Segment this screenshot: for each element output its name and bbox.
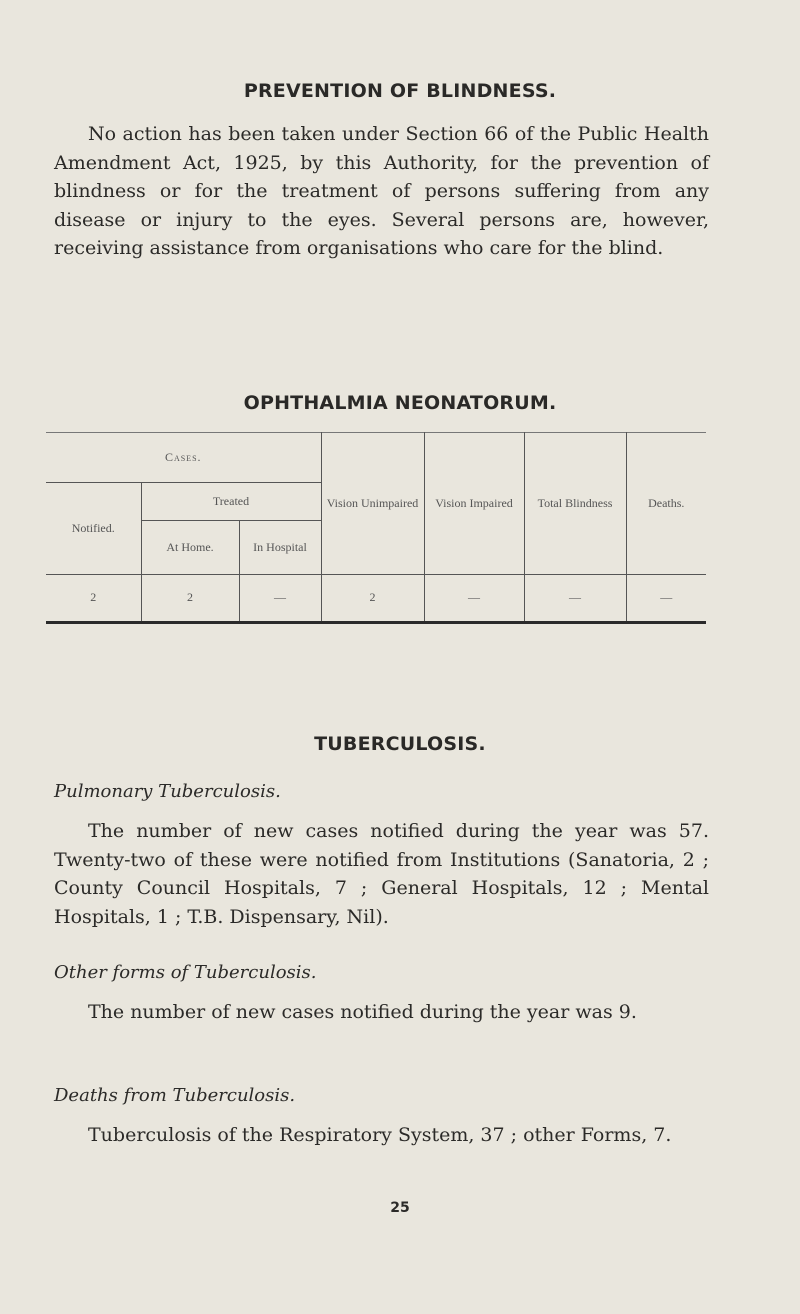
tuberculosis-title: TUBERCULOSIS. <box>314 733 486 755</box>
header-treated: Treated <box>141 483 321 521</box>
cell-notified: 2 <box>46 575 141 621</box>
header-in-hospital: In Hospital <box>253 540 307 554</box>
cell-deaths: — <box>660 590 673 605</box>
other-forms-paragraph: The number of new cases notified during the year was 9. <box>88 1001 637 1023</box>
header-at-home: At Home. <box>141 521 239 575</box>
other-forms-heading: Other forms of Tuberculosis. <box>54 962 317 983</box>
cell-at-home: 2 <box>141 575 239 621</box>
cell-vision-impaired: — <box>424 575 524 621</box>
header-deaths: Deaths. <box>648 496 685 510</box>
table-row <box>46 575 706 621</box>
ophthalmia-title: OPHTHALMIA NEONATORUM. <box>243 392 557 414</box>
cell-vision-unimpaired: 2 <box>321 575 424 621</box>
deaths-paragraph: Tuberculosis of the Respiratory System, 37 ; other Forms, 7. <box>88 1124 672 1146</box>
pulmonary-paragraph: The number of new cases notified during the year was 57. Twenty-two of these were notified from Institutions (Sanatoria, 2 ; County Council Hospitals, 7 ; General Hospitals, 12 ; Mental Hospitals, 1 ; T.B. Dispensary, Nil). <box>54 820 709 928</box>
header-notified: Notified. <box>46 483 141 575</box>
pulmonary-heading: Pulmonary Tuberculosis. <box>54 781 281 802</box>
page-number: 25 <box>390 1200 410 1216</box>
deaths-heading: Deaths from Tuberculosis. <box>54 1085 296 1106</box>
header-total-blindness: Total Blindness <box>524 433 626 575</box>
table-bottom-rule <box>46 621 706 624</box>
header-vision-impaired: Vision Impaired <box>424 433 524 575</box>
blindness-title: PREVENTION OF BLINDNESS. <box>243 80 557 102</box>
header-cases: Cases. <box>46 433 321 483</box>
header-vision-unimpaired: Vision Unimpaired <box>321 433 424 575</box>
blindness-paragraph: No action has been taken under Section 66 of the Public Health Amendment Act, 1925, by this Authority, for the prevention of blindness or for the treatment of persons suffering from any disease or injury to the eyes. Several persons are, however, receiving assistance from organisations who care for the blind. <box>54 123 709 259</box>
cell-total-blindness: — <box>524 575 626 621</box>
ophthalmia-table <box>46 432 706 621</box>
cell-in-hospital: — <box>239 575 321 621</box>
